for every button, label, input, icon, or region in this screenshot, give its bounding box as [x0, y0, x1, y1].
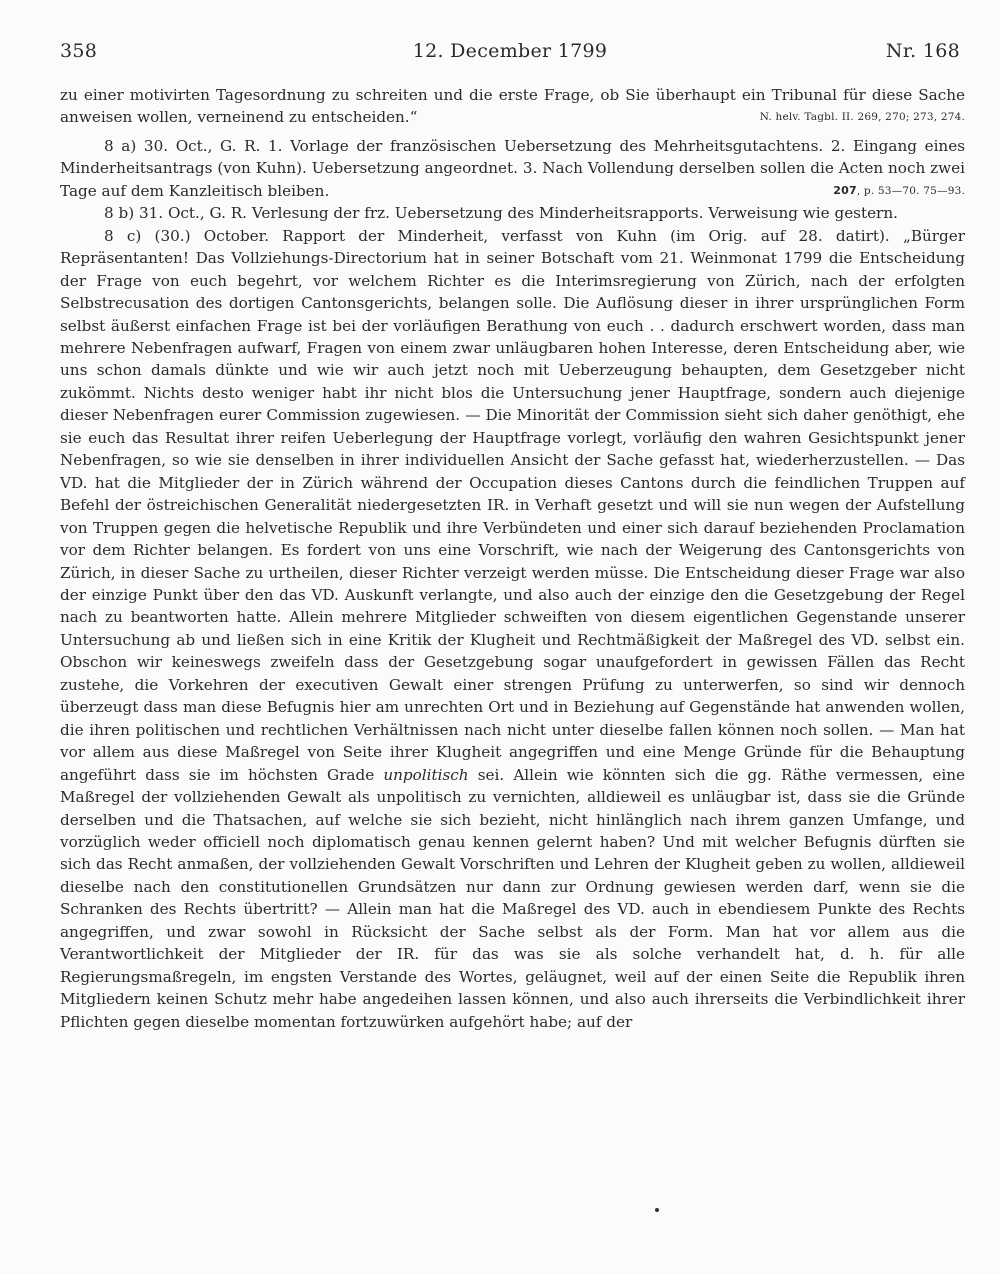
intro-reference: N. helv. Tagbl. II. 269, 270; 273, 274. — [759, 111, 965, 124]
entry-8b — [60, 202, 965, 224]
page-number: 358 — [60, 40, 98, 62]
entry-8a-reference-pages: , p. 53—70. 75—93. — [856, 184, 965, 197]
intro-text: zu einer motivirten Tagesordnung zu schreiten und die erste Frage, ob Sie überhaupt ein Tribunal für diese Sache anweisen wollen, verneinend zu entscheiden.“ — [60, 86, 965, 127]
header-date: 12. December 1799 — [412, 40, 608, 62]
print-speck — [655, 1208, 659, 1212]
entry-8a-reference — [789, 180, 965, 202]
intro-paragraph — [60, 84, 965, 129]
entry-8b-text: 8 b) 31. Oct., G. R. Verlesung der frz. Uebersetzung des Minderheitsrapports. Verweisung wie gestern. — [104, 204, 898, 223]
entry-8c-italic-word: unpolitisch — [383, 765, 469, 784]
issue-number: Nr. 168 — [885, 40, 960, 62]
entry-8a — [60, 135, 965, 202]
entry-8c — [60, 225, 965, 1033]
entry-8a-reference-number: 207 — [833, 183, 857, 197]
entry-8c-text-part1: 8 c) (30.) October. Rapport der Minderheit, verfasst von Kuhn (im Orig. auf 28. datirt). „Bürger Repräsentanten! Das Vollziehungs-Directorium hat in seiner Botschaft vom 21. Weinmonat 1799 die Entscheidung der Frage von euch begehrt, vor welchem Richter es die Interimsregierung von Zürich, nach der erfolgten Selbstrecusation des dortigen Cantonsgerichts, belangen solle. Die Auflösung dieser in ihrer ursprünglichen Form selbst äußerst einfachen Frage ist bei der vorläufigen Berathung von euch . . dadurch erschwert worden, dass man mehrere Nebenfragen aufwarf, Fragen von einem zwar unläugbaren hohen Interesse, deren Entscheidung aber, wie uns schon damals dünkte und wie wir auch jetzt noch mit Ueberzeugung behaupten, dem Gesetzgeber nicht zukömmt. Nichts desto weniger habt ihr nicht blos die Untersuchung jener Hauptfrage, sondern auch diejenige dieser Nebenfragen eurer Commission zugewiesen. — Die Minorität der Commission sieht sich daher genöthigt, ehe sie euch das Resultat ihrer reifen Ueberlegung der Hauptfrage vorlegt, vorläufig den wahren Gesichtspunkt jener Nebenfragen, so wie sie denselben in ihrer individuellen Ansicht der Sache gefasst hat, wiederherzustellen. — Das VD. hat die Mitglieder der in Zürich während der Occupation dieses Cantons durch die feindlichen Truppen auf Befehl der östreichischen Generalität niedergesetzten IR. in Verhaft gesetzt und will sie nun wegen der Aufstellung von Truppen gegen die helvetische Republik und ihre Verbündeten und einer sich darauf beziehenden Proclamation vor dem Richter belangen. Es fordert von uns eine Vorschrift, wie nach der Weigerung des Cantonsgerichts von Zürich, in dieser Sache zu urtheilen, dieser Richter verzeigt werden müsse. Die Entscheidung dieser Frage war also der einzige Punkt über den das VD. Auskunft verlangte, und also auch der einzige den die Gesetzgebung der Regel nach zu beantworten hatte. Allein mehrere Mitglieder schweiften von diesem eigentlichen Gegenstande unserer Untersuchung ab und ließen sich in eine Kritik der Klugheit und Rechtmäßigkeit der Maßregel des VD. selbst ein. Obschon wir keineswegs zweifeln dass der Gesetzgebung sogar unaufgefordert in gewissen Fällen das Recht zustehe, die Vorkehren der executiven Gewalt einer strengen Prüfung zu unterwerfen, so sind wir dennoch überzeugt dass man diese Befugnis hier am unrechten Ort und in Beziehung auf Gegenstände hat anwenden wollen, die ihren politischen und rechtlichen Verhältnissen nach nicht unter dieselbe fallen können noch sollen. — Man hat vor allem aus diese Maßregel von Seite ihrer Klugheit angegriffen und eine Menge Gründe für die Behauptung angeführt dass sie im höchsten Grade — [60, 226, 965, 784]
entry-8c-text-part2: sei. Allein wie könnten sich die gg. Räthe vermessen, eine Maßregel der vollziehenden Gewalt als unpolitisch zu vernichten, alldieweil es unläugbar ist, dass sie die Gründe derselben und die Thatsachen, auf welche sie sich bezieht, nicht hinlänglich nach ihrem ganzen Umfange, und vorzüglich weder officiell noch diplomatisch genau kennen gelernt haben? Und mit welcher Befugnis dürften sie sich das Recht anmaßen, der vollziehenden Gewalt Vorschriften und Lehren der Klugheit geben zu wollen, alldieweil dieselbe nach den constitutionellen Grundsätzen nur dann zur Ordnung gewiesen werden darf, wenn sie die Schranken des Rechts übertritt? — Allein man hat die Maßregel des VD. auch in ebendiesem Punkte des Rechts angegriffen, und zwar sowohl in Rücksicht der Sache selbst als der Form. Man hat vor allem aus die Verantwortlichkeit der Mitglieder der IR. für das was sie als solche verhandelt hat, d. h. für alle Regierungsmaßregeln, im engsten Verstande des Wortes, geläugnet, weil auf der einen Seite die Republik ihren Mitgliedern keinen Schutz mehr habe angedeihen lassen können, und also auch ihrerseits die Verbindlichkeit ihrer Pflichten gegen dieselbe momentan fortzuwürken aufgehört habe; auf der — [60, 765, 966, 1031]
page-header — [60, 40, 960, 70]
document-body — [60, 84, 965, 1033]
entry-8a-text: 8 a) 30. Oct., G. R. 1. Vorlage der französischen Uebersetzung des Mehrheitsgutachtens. 2. Eingang eines Minderheitsantrags (von Kuhn). Uebersetzung angeordnet. 3. Nach Vollendung derselben sollen die Acten noch zwei Tage auf dem Kanzleitisch bleiben. — [60, 136, 965, 200]
